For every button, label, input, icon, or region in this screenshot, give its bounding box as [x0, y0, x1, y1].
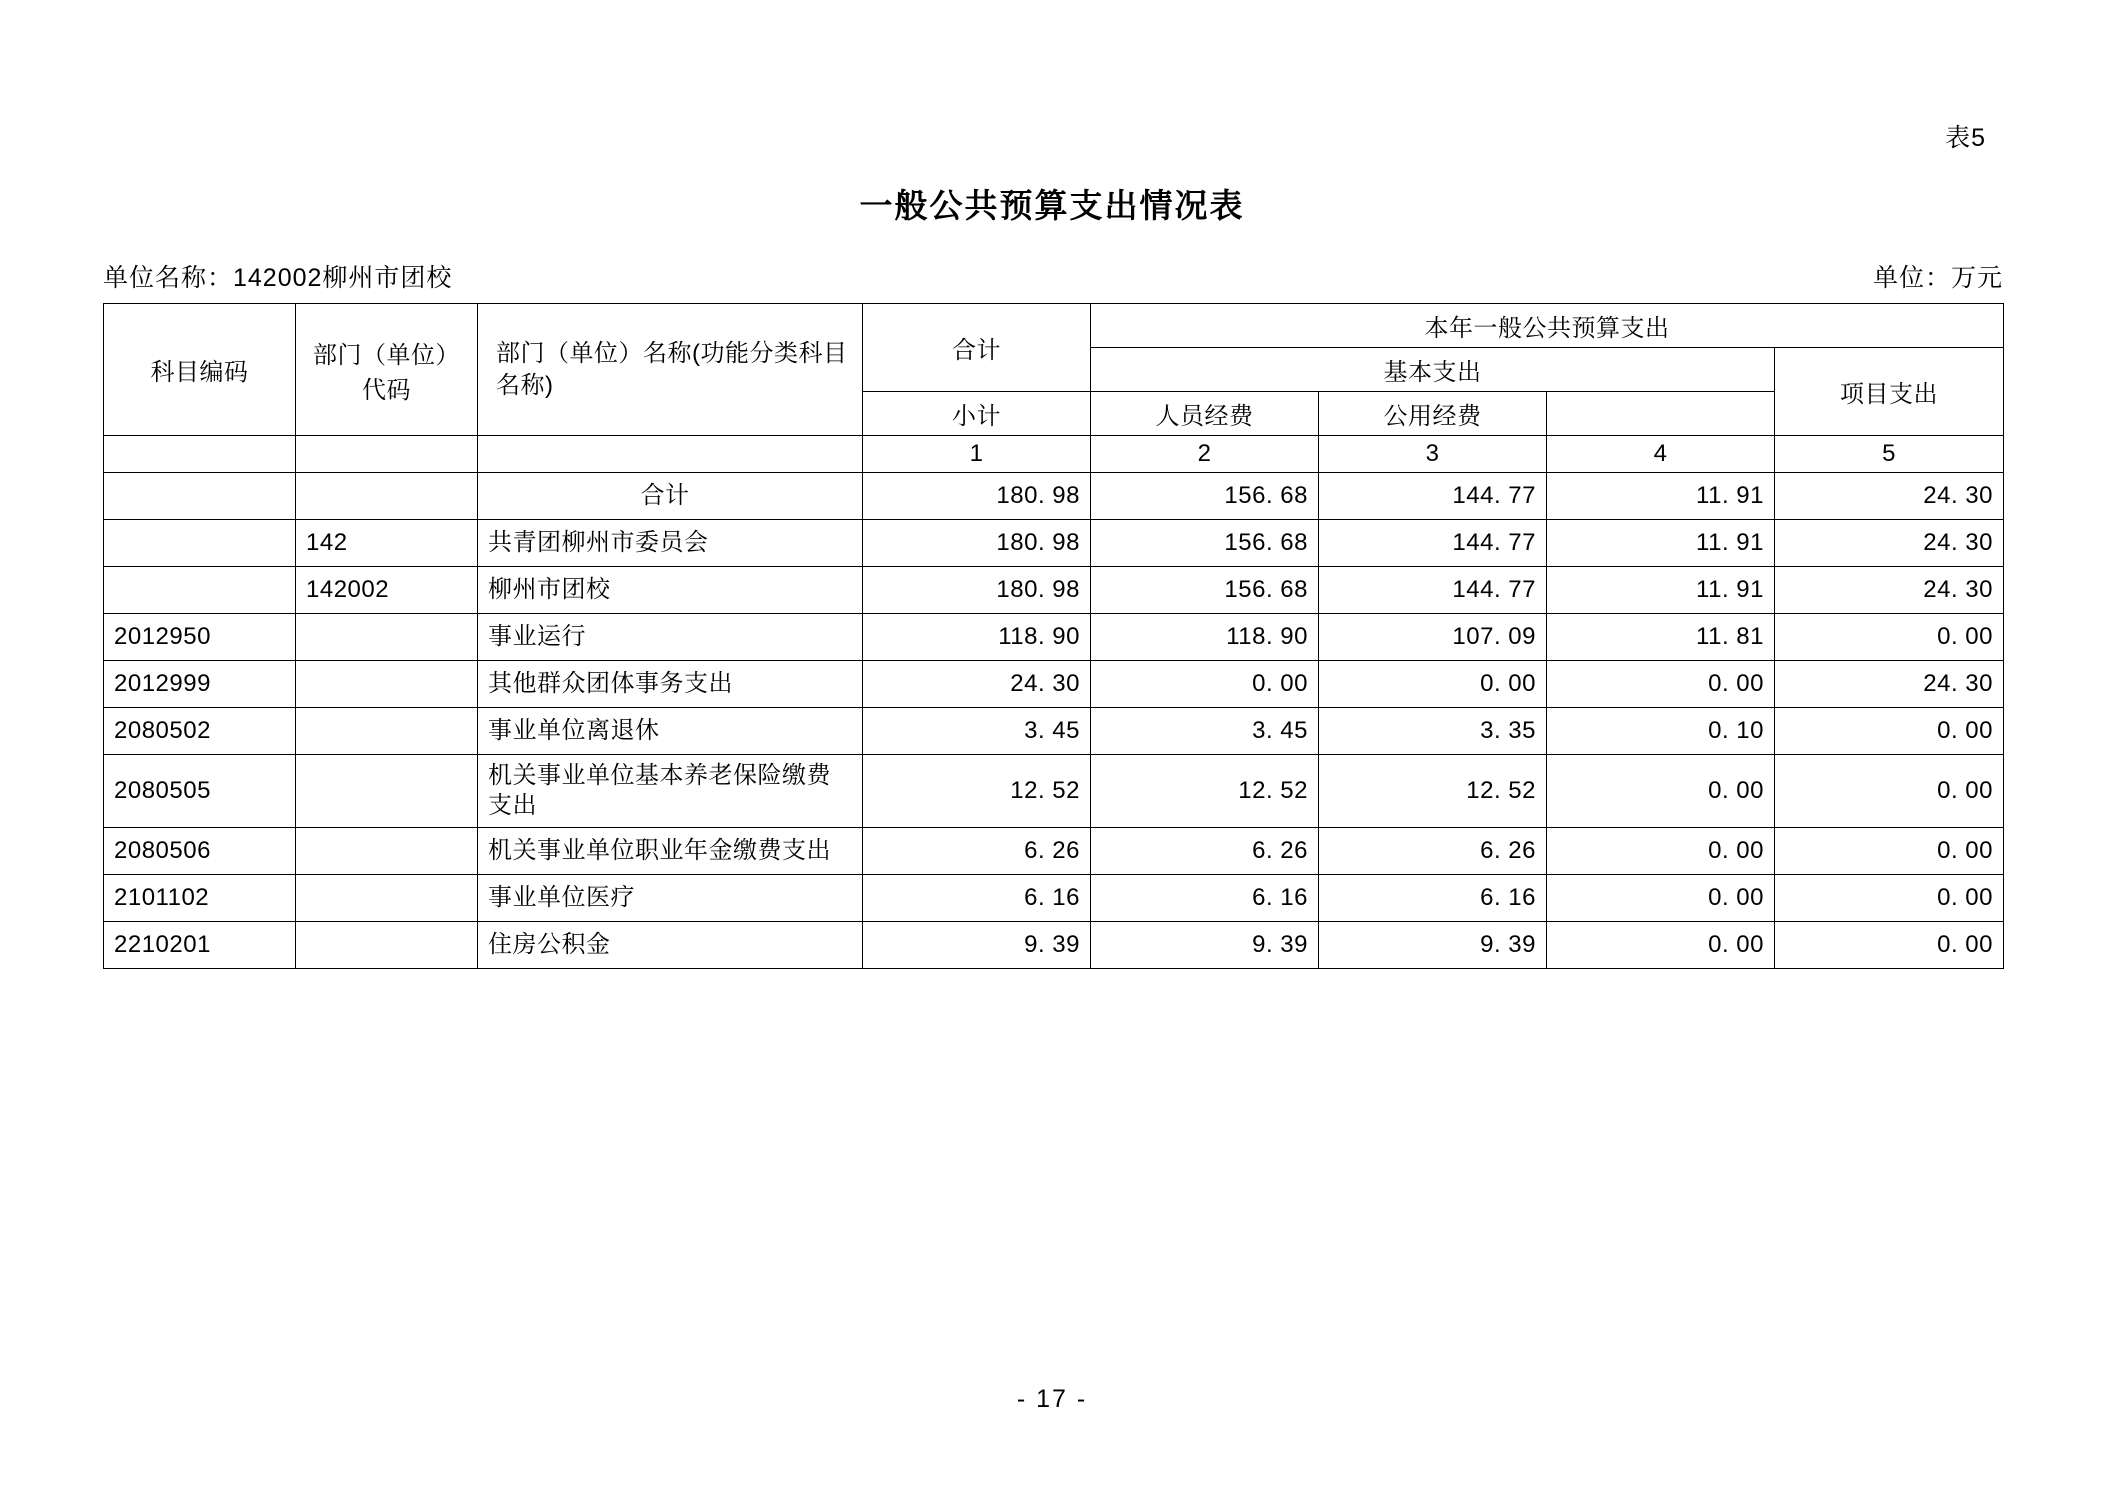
- cell-dept-code: [296, 473, 478, 520]
- cell-code: 2080506: [104, 828, 296, 875]
- cell-dept-name: 其他群众团体事务支出: [478, 661, 863, 708]
- cell-public: 11. 91: [1547, 567, 1775, 614]
- cell-dept-code: [296, 875, 478, 922]
- table-row: [104, 755, 2004, 828]
- cell-project: 0. 00: [1775, 614, 2004, 661]
- cell-project: 24. 30: [1775, 661, 2004, 708]
- header-subtotal: 小计: [863, 392, 1091, 436]
- cell-dept-name: 事业单位医疗: [478, 875, 863, 922]
- unit-measure-label: 单位：万元: [1872, 264, 2003, 292]
- cell-code: [104, 473, 296, 520]
- cell-public: 0. 10: [1547, 708, 1775, 755]
- cell-total: 6. 26: [863, 828, 1091, 875]
- table-row: [104, 828, 2004, 875]
- cell-subtotal: 6. 16: [1091, 875, 1319, 922]
- cell-dept-code: 142: [296, 520, 478, 567]
- cell-code: 2210201: [104, 922, 296, 969]
- cell-personnel: 0. 00: [1319, 661, 1547, 708]
- table-row: [104, 922, 2004, 969]
- meta-row: [103, 258, 2003, 294]
- cell-total: 180. 98: [863, 473, 1091, 520]
- header-dept-name: 部门（单位）名称(功能分类科目名称): [478, 304, 863, 436]
- cell-subtotal: 6. 26: [1091, 828, 1319, 875]
- header-basic-group: 基本支出: [1091, 348, 1775, 392]
- cell-public: 11. 81: [1547, 614, 1775, 661]
- cell-dept-code: [296, 661, 478, 708]
- cell-personnel: 144. 77: [1319, 520, 1547, 567]
- header-current-year-group: 本年一般公共预算支出: [1091, 304, 2004, 348]
- table-body: [104, 473, 2004, 969]
- cell-project: 0. 00: [1775, 875, 2004, 922]
- cell-subtotal: 3. 45: [1091, 708, 1319, 755]
- cell-total: 118. 90: [863, 614, 1091, 661]
- cell-project: 0. 00: [1775, 755, 2004, 828]
- header-code: 科目编码: [104, 304, 296, 436]
- header-dept-code: 部门（单位）代码: [296, 304, 478, 436]
- cell-dept-name: 合计: [478, 473, 863, 520]
- cell-subtotal: 118. 90: [1091, 614, 1319, 661]
- cell-public: 0. 00: [1547, 661, 1775, 708]
- cell-code: 2012999: [104, 661, 296, 708]
- table-row: [104, 520, 2004, 567]
- table-row: [104, 708, 2004, 755]
- cell-project: 24. 30: [1775, 473, 2004, 520]
- col-num-4: 4: [1547, 436, 1775, 473]
- table-row: [104, 473, 2004, 520]
- table-row: [104, 661, 2004, 708]
- header-personnel: 人员经费: [1091, 392, 1319, 436]
- cell-project: 24. 30: [1775, 520, 2004, 567]
- cell-public: 11. 91: [1547, 473, 1775, 520]
- unit-name-label: 单位名称：142002柳州市团校: [103, 264, 453, 292]
- cell-dept-code: [296, 755, 478, 828]
- cell-total: 3. 45: [863, 708, 1091, 755]
- cell-project: 0. 00: [1775, 708, 2004, 755]
- cell-subtotal: 156. 68: [1091, 520, 1319, 567]
- cell-project: 24. 30: [1775, 567, 2004, 614]
- col-num-2: 2: [1091, 436, 1319, 473]
- cell-total: 24. 30: [863, 661, 1091, 708]
- cell-dept-name: 机关事业单位基本养老保险缴费支出: [478, 755, 863, 828]
- cell-subtotal: 9. 39: [1091, 922, 1319, 969]
- header-total: 合计: [863, 304, 1091, 392]
- header-public: 公用经费: [1319, 392, 1547, 436]
- cell-total: 180. 98: [863, 520, 1091, 567]
- cell-dept-name: 事业运行: [478, 614, 863, 661]
- table-row: [104, 875, 2004, 922]
- cell-subtotal: 156. 68: [1091, 473, 1319, 520]
- cell-total: 9. 39: [863, 922, 1091, 969]
- cell-project: 0. 00: [1775, 922, 2004, 969]
- cell-dept-name: 住房公积金: [478, 922, 863, 969]
- cell-personnel: 6. 16: [1319, 875, 1547, 922]
- cell-public: 0. 00: [1547, 755, 1775, 828]
- header-project: 项目支出: [1775, 348, 2004, 436]
- cell-subtotal: 12. 52: [1091, 755, 1319, 828]
- col-num-1: 1: [863, 436, 1091, 473]
- cell-code: 2012950: [104, 614, 296, 661]
- cell-code: 2101102: [104, 875, 296, 922]
- cell-personnel: 144. 77: [1319, 567, 1547, 614]
- cell-personnel: 144. 77: [1319, 473, 1547, 520]
- cell-personnel: 12. 52: [1319, 755, 1547, 828]
- col-num-5: 5: [1775, 436, 2004, 473]
- cell-dept-code: [296, 828, 478, 875]
- cell-subtotal: 156. 68: [1091, 567, 1319, 614]
- cell-code: [104, 567, 296, 614]
- table-row: [104, 567, 2004, 614]
- cell-dept-name: 机关事业单位职业年金缴费支出: [478, 828, 863, 875]
- col-num-blank-2: [296, 436, 478, 473]
- header-row-1: [104, 304, 2004, 348]
- cell-code: 2080502: [104, 708, 296, 755]
- cell-public: 0. 00: [1547, 922, 1775, 969]
- cell-personnel: 3. 35: [1319, 708, 1547, 755]
- col-num-blank-3: [478, 436, 863, 473]
- table-row: [104, 614, 2004, 661]
- col-num-blank-1: [104, 436, 296, 473]
- cell-code: 2080505: [104, 755, 296, 828]
- cell-personnel: 107. 09: [1319, 614, 1547, 661]
- cell-public: 0. 00: [1547, 875, 1775, 922]
- cell-total: 12. 52: [863, 755, 1091, 828]
- cell-subtotal: 0. 00: [1091, 661, 1319, 708]
- cell-total: 6. 16: [863, 875, 1091, 922]
- cell-public: 0. 00: [1547, 828, 1775, 875]
- cell-dept-code: [296, 708, 478, 755]
- budget-expenditure-table: [103, 303, 2004, 969]
- page-footer: - 17 -: [1016, 1385, 1088, 1413]
- cell-total: 180. 98: [863, 567, 1091, 614]
- cell-dept-name: 柳州市团校: [478, 567, 863, 614]
- cell-dept-name: 共青团柳州市委员会: [478, 520, 863, 567]
- cell-dept-name: 事业单位离退休: [478, 708, 863, 755]
- page-title: 一般公共预算支出情况表: [859, 187, 1245, 224]
- col-num-3: 3: [1319, 436, 1547, 473]
- cell-dept-code: 142002: [296, 567, 478, 614]
- cell-personnel: 6. 26: [1319, 828, 1547, 875]
- cell-dept-code: [296, 922, 478, 969]
- header-row-numbers: [104, 436, 2004, 473]
- cell-public: 11. 91: [1547, 520, 1775, 567]
- table-header: [104, 304, 2004, 473]
- cell-code: [104, 520, 296, 567]
- sheet-label: 表5: [1945, 124, 1986, 152]
- cell-personnel: 9. 39: [1319, 922, 1547, 969]
- cell-project: 0. 00: [1775, 828, 2004, 875]
- cell-dept-code: [296, 614, 478, 661]
